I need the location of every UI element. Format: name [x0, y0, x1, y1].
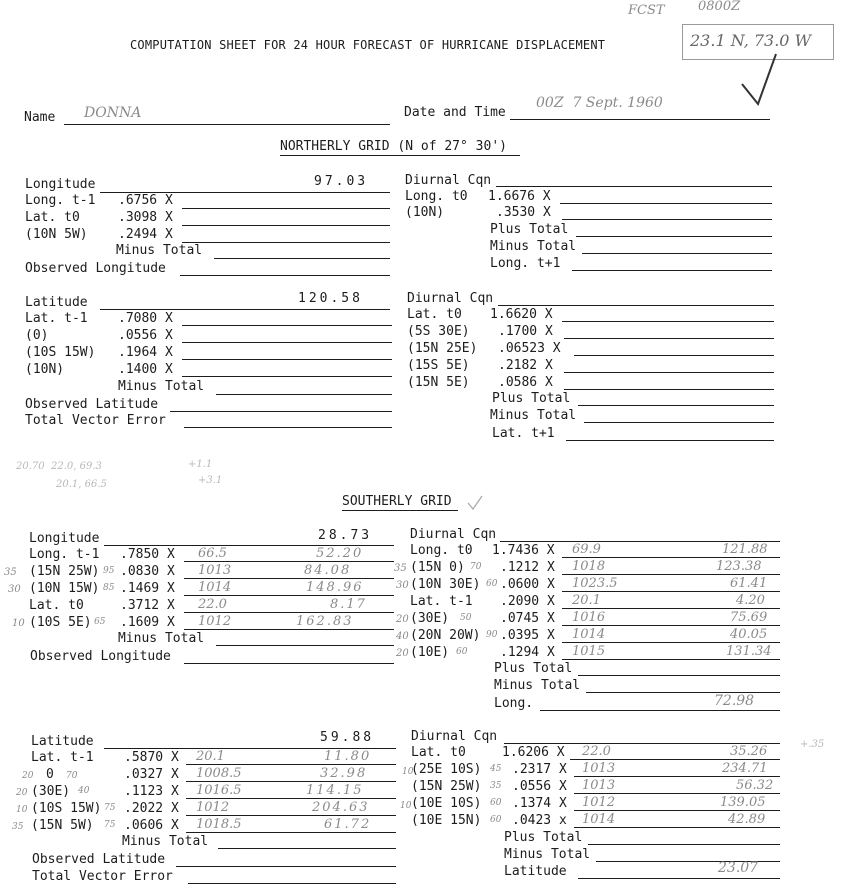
s-lon-drow-line[interactable]	[562, 659, 780, 660]
s-lat-drow-obs[interactable]: 22.0	[582, 744, 611, 759]
s-lon-drow-line[interactable]	[562, 642, 780, 643]
s-lon-drow-coef: .0600 X	[500, 577, 555, 592]
s-lon-row-obs[interactable]: 1014	[198, 580, 232, 595]
n-lon-row-coef: .3098 X	[118, 210, 173, 225]
s-lon-row-prod[interactable]: 162.83	[296, 614, 354, 629]
s-lon-drow-weight: 60	[456, 647, 468, 657]
n-lon-plus-line[interactable]	[576, 236, 772, 237]
s-lat-row-prod[interactable]: 11.80	[324, 749, 372, 764]
s-lat-side-note: +.35	[800, 739, 825, 750]
n-lat-drow-label: (15S 5E)	[407, 358, 470, 373]
s-lon-observed-line[interactable]	[184, 663, 394, 664]
southerly-underline	[342, 510, 458, 511]
n-lat-row-label: (0)	[25, 328, 49, 343]
s-lon-drow-label: (15N 0)	[410, 560, 465, 575]
s-lon-row-prod[interactable]: 8.17	[330, 597, 367, 612]
s-lon-row-line[interactable]	[184, 629, 394, 630]
s-lat-row-weight: 40	[78, 786, 90, 796]
n-lon-row-label: Long. t-1	[25, 193, 96, 208]
n-lat-drow-line[interactable]	[562, 321, 774, 322]
s-lat-row-weight: 75	[104, 803, 116, 813]
n-lon-minus2-line[interactable]	[582, 253, 772, 254]
checkmark-icon	[740, 52, 780, 108]
s-lat-row-coef: .1123 X	[124, 784, 179, 799]
s-lon-row-coef: .1609 X	[120, 615, 175, 630]
s-lat-row-obs[interactable]: 1008.5	[196, 766, 242, 781]
n-lon-observed-line[interactable]	[180, 275, 390, 276]
s-lon-drow-line[interactable]	[562, 557, 780, 558]
northerly-heading: NORTHERLY GRID (N of 27° 30')	[280, 139, 507, 154]
n-lon-drow-coef: .3530 X	[496, 205, 551, 220]
n-lat-result: Lat. t+1	[492, 426, 555, 441]
s-lat-drow-prod[interactable]: 139.05	[720, 795, 766, 810]
s-lat-drow-obs[interactable]: 1012	[582, 795, 616, 810]
s-lon-drow-pre: 35	[394, 563, 407, 574]
position-note: 23.1 N, 73.0 W	[690, 31, 812, 50]
n-lat-drow-line[interactable]	[574, 355, 774, 356]
n-lat-drow-line[interactable]	[564, 338, 774, 339]
s-lon-drow-prod[interactable]: 4.20	[736, 593, 765, 608]
s-lon-plus-line[interactable]	[578, 675, 780, 676]
n-lon-value: 97.03	[314, 174, 369, 189]
s-lon-result: Long.	[494, 696, 534, 711]
n-lat-row-coef: .7080 X	[118, 311, 173, 326]
s-lat-error-line[interactable]	[188, 883, 396, 884]
s-lat-row-line[interactable]	[186, 764, 396, 765]
s-lon-title: Longitude	[29, 531, 100, 546]
s-lat-value: 59.88	[320, 730, 375, 745]
s-lat-diurnal: Diurnal Cqn	[411, 729, 498, 744]
n-lon-plus-total: Plus Total	[490, 222, 569, 237]
s-lon-minus-line[interactable]	[216, 645, 394, 646]
n-lat-drow-coef: .0586 X	[498, 375, 553, 390]
southerly-heading: SOUTHERLY GRID	[342, 494, 452, 509]
margin-note: 20.70 22.0, 69.3	[16, 461, 102, 472]
n-lon-row-label: Lat. t0	[25, 210, 80, 225]
s-lat-row-prod[interactable]: 32.98	[320, 766, 368, 781]
s-lon-row-prod[interactable]: 148.96	[306, 580, 364, 595]
n-lon-row-line[interactable]	[182, 242, 390, 243]
s-lat-plus-total: Plus Total	[504, 830, 583, 845]
n-lat-diurnal-line	[498, 305, 774, 306]
s-lat-drow-line[interactable]	[574, 827, 780, 828]
s-lat-row-pre: 35	[12, 822, 24, 832]
n-lat-row-line[interactable]	[182, 342, 392, 343]
n-lon-drow-line[interactable]	[560, 203, 772, 204]
s-lon-drow-obs[interactable]: 1023.5	[572, 576, 618, 591]
s-lat-row-obs[interactable]: 1016.5	[196, 783, 242, 798]
s-lon-drow-prod[interactable]: 131.34	[726, 644, 772, 659]
s-lat-drow-weight: 60	[490, 798, 502, 808]
s-lon-plus-total: Plus Total	[494, 661, 573, 676]
s-lat-drow-obs[interactable]: 1013	[582, 778, 616, 793]
n-lat-drow-coef: .1700 X	[498, 324, 553, 339]
s-lat-drow-label: (10E 15N)	[411, 813, 482, 828]
n-lat-row-coef: .1400 X	[118, 362, 173, 377]
s-lat-row-weight: 70	[66, 771, 78, 781]
s-lat-drow-pre: 10	[400, 801, 412, 811]
n-lon-diurnal-line	[496, 186, 772, 187]
s-lat-drow-prod[interactable]: 35.26	[730, 744, 768, 759]
s-lat-drow-line[interactable]	[574, 776, 780, 777]
s-lat-drow-prod[interactable]: 42.89	[728, 812, 766, 827]
sheet-title: COMPUTATION SHEET FOR 24 HOUR FORECAST OF HURRICANE DISPLACEMENT	[130, 38, 606, 52]
n-lat-plus-line[interactable]	[578, 405, 774, 406]
margin-note: 20.1, 66.5	[56, 479, 107, 490]
s-lon-drow-prod[interactable]: 123.38	[716, 559, 762, 574]
s-lon-row-weight: 95	[103, 566, 115, 576]
s-lat-drow-label: (25E 10S)	[411, 762, 482, 777]
s-lon-row-label: (10S 5E)	[29, 615, 92, 630]
n-lon-minus-line[interactable]	[214, 258, 390, 259]
n-lon-result-line[interactable]	[572, 270, 772, 271]
s-lon-drow-label: (10E)	[410, 645, 450, 660]
s-lat-drow-weight: 60	[490, 815, 502, 825]
n-lon-observed: Observed Longitude	[25, 261, 166, 276]
s-lon-drow-coef: .2090 X	[500, 594, 555, 609]
s-lon-drow-obs[interactable]: 20.1	[572, 593, 601, 608]
s-lon-drow-prod[interactable]: 61.41	[730, 576, 768, 591]
s-lon-drow-pre: 20	[396, 648, 409, 659]
s-lat-minus-line[interactable]	[218, 848, 396, 849]
s-lon-drow-obs[interactable]: 1018	[572, 559, 606, 574]
fcst-note: FCST	[628, 3, 665, 18]
s-lon-drow-line[interactable]	[562, 625, 780, 626]
n-lat-row-label: (10S 15W)	[25, 345, 96, 360]
name-label: Name	[24, 110, 56, 125]
s-lon-minus-total2: Minus Total	[494, 678, 581, 693]
s-lon-row-pre: 35	[4, 567, 17, 578]
s-lat-row-coef: .2022 X	[124, 801, 179, 816]
n-lon-drow-coef: 1.6676 X	[488, 189, 551, 204]
n-lat-drow-label: Lat. t0	[407, 307, 462, 322]
s-lon-drow-prod[interactable]: 40.05	[730, 627, 768, 642]
n-lon-row-coef: .2494 X	[118, 227, 173, 242]
n-lat-drow-label: (15N 5E)	[407, 375, 470, 390]
s-lon-row-label: (15N 25W)	[29, 564, 100, 579]
s-lat-row-coef: .0606 X	[124, 818, 179, 833]
datetime-line	[510, 119, 770, 120]
s-lon-drow-pre: 40	[396, 631, 409, 642]
n-lat-minus2-line[interactable]	[584, 422, 774, 423]
s-lon-drow-weight: 60	[486, 579, 498, 589]
s-lon-drow-coef: .0395 X	[500, 628, 555, 643]
s-lon-drow-coef: .1212 X	[500, 560, 555, 575]
s-lon-row-line[interactable]	[184, 561, 394, 562]
s-lon-diurnal: Diurnal Cqn	[410, 527, 497, 542]
s-lat-observed: Observed Latitude	[32, 852, 166, 867]
n-lat-row-coef: .1964 X	[118, 345, 173, 360]
s-lat-drow-prod[interactable]: 56.32	[736, 778, 774, 793]
s-lon-drow-obs[interactable]: 1015	[572, 644, 606, 659]
s-lon-row-coef: .7850 X	[120, 547, 175, 562]
s-lon-drow-weight: 70	[470, 562, 482, 572]
s-lat-drow-pre: 10	[402, 767, 414, 777]
s-lon-drow-pre: 20	[396, 614, 409, 625]
s-lon-row-label: Long. t-1	[29, 547, 100, 562]
s-lat-row-prod[interactable]: 204.63	[312, 800, 370, 815]
n-lat-diurnal: Diurnal Cqn	[407, 291, 494, 306]
s-lat-row-line[interactable]	[186, 781, 396, 782]
s-lat-error: Total Vector Error	[32, 869, 173, 884]
s-lon-row-line[interactable]	[184, 612, 394, 613]
s-lat-result-line[interactable]	[578, 878, 780, 879]
n-lat-minus-total: Minus Total	[118, 379, 205, 394]
s-lon-row-line[interactable]	[184, 595, 394, 596]
n-lat-drow-coef: .2182 X	[498, 358, 553, 373]
s-lon-drow-line[interactable]	[562, 608, 780, 609]
s-lat-row-pre: 20	[16, 788, 28, 798]
n-lat-row-line[interactable]	[182, 376, 392, 377]
n-lon-row-label: (10N 5W)	[25, 227, 88, 242]
n-lat-row-label: (10N)	[25, 362, 65, 377]
n-lat-row-label: Lat. t-1	[25, 311, 88, 326]
s-lat-result: Latitude	[504, 864, 567, 879]
s-lat-row-obs[interactable]: 1018.5	[196, 817, 242, 832]
northerly-underline	[280, 155, 520, 156]
s-lat-drow-coef: .0423 x	[512, 813, 567, 828]
s-lon-drow-label: Lat. t-1	[410, 594, 473, 609]
s-lat-drow-label: Lat. t0	[411, 745, 466, 760]
s-lon-drow-obs[interactable]: 1014	[572, 627, 606, 642]
s-lat-drow-line[interactable]	[574, 793, 780, 794]
s-lat-drow-weight: 35	[490, 781, 502, 791]
small-checkmark-icon	[466, 494, 484, 512]
s-lat-row-coef: .5870 X	[124, 750, 179, 765]
s-lon-drow-label: (10N 30E)	[410, 577, 481, 592]
s-lat-minus-total: Minus Total	[122, 834, 209, 849]
n-lat-drow-line[interactable]	[564, 389, 774, 390]
n-lat-value: 120.58	[298, 291, 363, 306]
s-lon-row-pre: 30	[8, 584, 21, 595]
s-lon-drow-line[interactable]	[562, 574, 780, 575]
s-lat-drow-label: (15N 25W)	[411, 779, 482, 794]
s-lon-drow-prod[interactable]: 75.69	[730, 610, 768, 625]
s-lat-row-label: (10S 15W)	[31, 801, 102, 816]
datetime-label: Date and Time	[404, 105, 506, 120]
s-lon-row-obs[interactable]: 66.5	[198, 546, 227, 561]
n-lat-row-line[interactable]	[182, 359, 392, 360]
s-lat-row-label: (30E)	[31, 784, 71, 799]
s-lat-observed-line[interactable]	[176, 866, 396, 867]
n-lat-row-coef: .0556 X	[118, 328, 173, 343]
s-lon-row-coef: .0830 X	[120, 564, 175, 579]
s-lon-row-prod[interactable]: 52.20	[316, 546, 364, 561]
s-lon-observed: Observed Longitude	[30, 649, 171, 664]
s-lon-minus-total: Minus Total	[118, 631, 205, 646]
n-lon-drow-label: (10N)	[405, 205, 445, 220]
s-lon-result-line[interactable]	[540, 710, 780, 711]
n-lat-row-line[interactable]	[182, 325, 392, 326]
n-lat-drow-label: (5S 30E)	[407, 324, 470, 339]
s-lon-row-obs[interactable]: 1012	[198, 614, 232, 629]
s-lat-result-value[interactable]: 23.07	[718, 860, 759, 876]
s-lat-plus-line[interactable]	[588, 844, 780, 845]
n-lon-drow-label: Long. t0	[405, 189, 468, 204]
s-lon-row-obs[interactable]: 1013	[198, 563, 232, 578]
s-lat-row-obs[interactable]: 1012	[196, 800, 230, 815]
s-lon-row-coef: .1469 X	[120, 581, 175, 596]
s-lon-drow-prod[interactable]: 121.88	[722, 542, 768, 557]
s-lat-row-pre: 10	[16, 805, 28, 815]
s-lat-drow-line[interactable]	[570, 759, 780, 760]
s-lat-drow-obs[interactable]: 1014	[582, 812, 616, 827]
s-lon-drow-label: Long. t0	[410, 543, 473, 558]
s-lon-value: 28.73	[318, 528, 373, 543]
n-lat-observed-line[interactable]	[170, 411, 392, 412]
n-lon-result: Long. t+1	[490, 256, 561, 271]
s-lat-row-label: (15N 5W)	[31, 818, 94, 833]
s-lat-row-prod[interactable]: 61.72	[324, 817, 372, 832]
s-lat-drow-coef: .0556 X	[512, 779, 567, 794]
s-lat-drow-coef: .2317 X	[512, 762, 567, 777]
n-lon-minus-total2: Minus Total	[490, 239, 577, 254]
s-lat-drow-obs[interactable]: 1013	[582, 761, 616, 776]
s-lat-row-obs[interactable]: 20.1	[196, 749, 225, 764]
s-lat-minus-total2: Minus Total	[504, 847, 591, 862]
n-lat-drow-coef: 1.6620 X	[490, 307, 553, 322]
s-lat-row-line[interactable]	[186, 815, 396, 816]
n-lon-drow-line[interactable]	[562, 219, 772, 220]
name-line	[64, 124, 390, 125]
s-lat-row-prod[interactable]: 114.15	[306, 783, 364, 798]
n-lat-minus-total2: Minus Total	[490, 408, 577, 423]
s-lat-row-line[interactable]	[186, 832, 396, 833]
s-lat-row-line[interactable]	[186, 798, 396, 799]
n-lat-error: Total Vector Error	[25, 413, 166, 428]
name-value[interactable]: DONNA	[84, 105, 142, 121]
margin-note: +3.1	[198, 475, 223, 486]
s-lat-drow-prod[interactable]: 234.71	[722, 761, 768, 776]
s-lon-drow-coef: .0745 X	[500, 611, 555, 626]
n-lat-result-line[interactable]	[566, 440, 774, 441]
s-lon-drow-label: (20N 20W)	[410, 628, 481, 643]
n-lat-title-line	[100, 309, 390, 310]
s-lat-drow-coef: 1.6206 X	[502, 745, 565, 760]
s-lon-row-coef: .3712 X	[120, 598, 175, 613]
s-lon-row-label: Lat. t0	[29, 598, 84, 613]
s-lat-title: Latitude	[31, 734, 94, 749]
s-lat-row-pre: 20	[22, 771, 34, 781]
s-lat-drow-line[interactable]	[574, 810, 780, 811]
s-lon-row-weight: 65	[94, 617, 106, 627]
n-lat-drow-line[interactable]	[564, 372, 774, 373]
n-lat-minus-line[interactable]	[216, 394, 392, 395]
n-lon-minus-total: Minus Total	[116, 243, 203, 258]
s-lon-row-label: (10N 15W)	[29, 581, 100, 596]
s-lat-row-label: Lat. t-1	[31, 750, 94, 765]
s-lon-drow-line[interactable]	[562, 591, 780, 592]
n-lat-title: Latitude	[25, 295, 88, 310]
n-lat-error-line[interactable]	[184, 427, 392, 428]
s-lon-drow-obs[interactable]: 1016	[572, 610, 606, 625]
s-lon-drow-pre: 30	[396, 580, 409, 591]
s-lon-result-value[interactable]: 72.98	[714, 693, 755, 709]
s-lat-row-label: 0	[46, 767, 54, 782]
datetime-value[interactable]: 00Z 7 Sept. 1960	[536, 95, 663, 111]
s-lon-row-line[interactable]	[184, 578, 394, 579]
s-lon-row-obs[interactable]: 22.0	[198, 597, 227, 612]
s-lon-drow-weight: 90	[486, 630, 498, 640]
s-lon-row-pre: 10	[12, 618, 25, 629]
s-lat-drow-label: (10E 10S)	[411, 796, 482, 811]
n-lon-diurnal: Diurnal Cqn	[405, 173, 492, 188]
s-lat-row-coef: .0327 X	[124, 767, 179, 782]
s-lon-row-weight: 85	[103, 583, 115, 593]
s-lon-drow-coef: 1.7436 X	[492, 543, 555, 558]
s-lon-drow-coef: .1294 X	[500, 645, 555, 660]
n-lon-row-line[interactable]	[182, 208, 390, 209]
s-lon-drow-weight: 50	[460, 613, 472, 623]
s-lat-drow-weight: 45	[490, 764, 502, 774]
n-lat-plus-total: Plus Total	[492, 391, 571, 406]
s-lon-drow-obs[interactable]: 69.9	[572, 542, 601, 557]
n-lat-observed: Observed Latitude	[25, 397, 159, 412]
s-lat-drow-coef: .1374 X	[512, 796, 567, 811]
n-lat-drow-label: (15N 25E)	[407, 341, 478, 356]
s-lon-drow-label: (30E)	[410, 611, 450, 626]
s-lat-row-weight: 75	[104, 820, 116, 830]
n-lon-row-coef: .6756 X	[118, 193, 173, 208]
n-lon-title: Longitude	[25, 177, 96, 192]
n-lon-row-line[interactable]	[182, 225, 390, 226]
time-note: 0800Z	[698, 0, 741, 14]
s-lon-row-prod[interactable]: 84.08	[304, 563, 352, 578]
n-lat-drow-coef: .06523 X	[498, 341, 561, 356]
margin-note: +1.1	[188, 459, 213, 470]
